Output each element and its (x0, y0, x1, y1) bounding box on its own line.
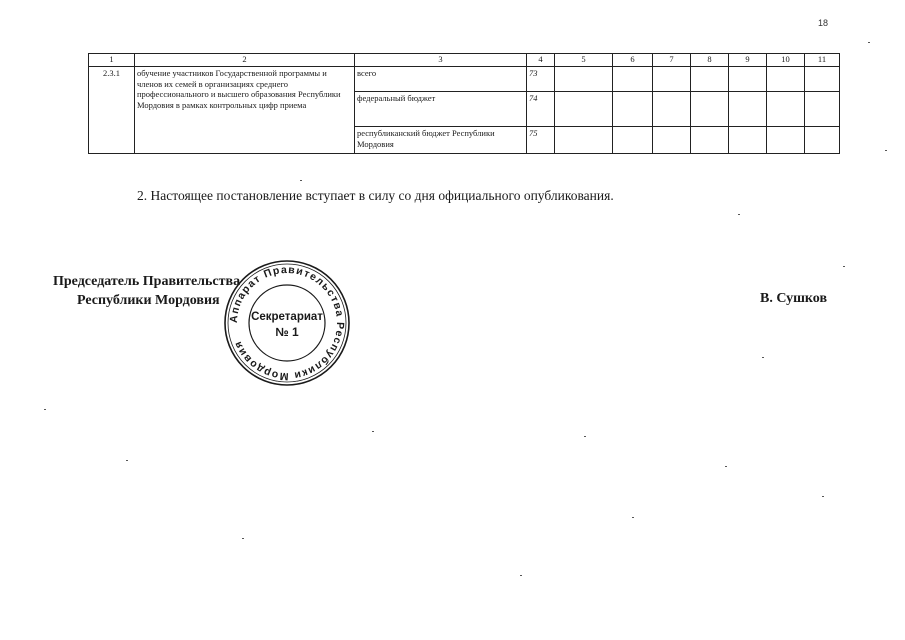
signatory-name: В. Сушков (760, 291, 828, 306)
funding-source-cell: всего (355, 67, 527, 92)
empty-cell (729, 67, 767, 92)
scan-speck (738, 214, 740, 215)
funding-source-cell: республиканский бюджет Республики Мордовия (355, 127, 527, 154)
table-header-cell: 3 (355, 54, 527, 67)
table-header-cell: 8 (691, 54, 729, 67)
scan-speck (372, 431, 374, 432)
table-header-cell: 11 (805, 54, 840, 67)
row-number-cell: 2.3.1 (89, 67, 135, 154)
empty-cell (767, 67, 805, 92)
empty-cell (555, 127, 613, 154)
empty-cell (653, 127, 691, 154)
empty-cell (805, 127, 840, 154)
table-header-cell: 7 (653, 54, 691, 67)
scan-speck (762, 357, 764, 358)
empty-cell (691, 67, 729, 92)
table-header-cell: 10 (767, 54, 805, 67)
table-header-cell: 5 (555, 54, 613, 67)
scan-speck (822, 496, 824, 497)
empty-cell (555, 67, 613, 92)
empty-cell (613, 67, 653, 92)
svg-text:Аппарат Правительства Республи (228, 264, 346, 382)
scan-speck (44, 409, 46, 410)
table-header-cell: 1 (89, 54, 135, 67)
signatory-title (53, 272, 240, 310)
empty-cell (653, 92, 691, 127)
empty-cell (691, 127, 729, 154)
scan-speck (584, 436, 586, 437)
scan-speck (868, 42, 870, 43)
scan-speck (843, 266, 845, 267)
empty-cell (555, 92, 613, 127)
empty-cell (729, 127, 767, 154)
scan-speck (632, 517, 634, 518)
table-header-cell: 4 (527, 54, 555, 67)
empty-cell (729, 92, 767, 127)
row-code-cell: 75 (527, 127, 555, 154)
resolution-paragraph: 2. Настоящее постановление вступает в силу со дня официального опубликования. (137, 188, 614, 203)
seal-outer-text: Аппарат Правительства Республики Мордовия (227, 263, 347, 383)
table-header-cell: 9 (729, 54, 767, 67)
empty-cell (653, 67, 691, 92)
scan-speck (300, 180, 302, 181)
row-code-cell: 74 (527, 92, 555, 127)
empty-cell (691, 92, 729, 127)
empty-cell (805, 92, 840, 127)
row-code-cell: 73 (527, 67, 555, 92)
scan-speck (242, 538, 244, 539)
table-header-cell: 6 (613, 54, 653, 67)
funding-source-cell: федеральный бюджет (355, 92, 527, 127)
table-header-row (89, 54, 840, 67)
seal-inner-number: № 1 (275, 325, 299, 339)
empty-cell (805, 67, 840, 92)
table-row (89, 67, 840, 92)
scan-speck (725, 466, 727, 467)
empty-cell (767, 127, 805, 154)
page-number: 18 (818, 18, 829, 28)
empty-cell (613, 92, 653, 127)
scan-speck (885, 150, 887, 151)
empty-cell (613, 127, 653, 154)
seal-inner-title: Секретариат (251, 311, 323, 323)
table-header-cell: 2 (135, 54, 355, 67)
budget-table (88, 53, 840, 154)
signatory-title-line2: Республики Мордовия (77, 293, 220, 308)
row-description-cell: обучение участников Государственной программы и членов их семей в организациях среднего профессионального и высшего образования Республики Мордовия в рамках контрольных цифр приема (135, 67, 355, 154)
official-seal-stamp (222, 258, 352, 388)
scan-speck (520, 575, 522, 576)
scan-speck (126, 460, 128, 461)
signatory-title-line1: Председатель Правительства (53, 274, 241, 289)
empty-cell (767, 92, 805, 127)
